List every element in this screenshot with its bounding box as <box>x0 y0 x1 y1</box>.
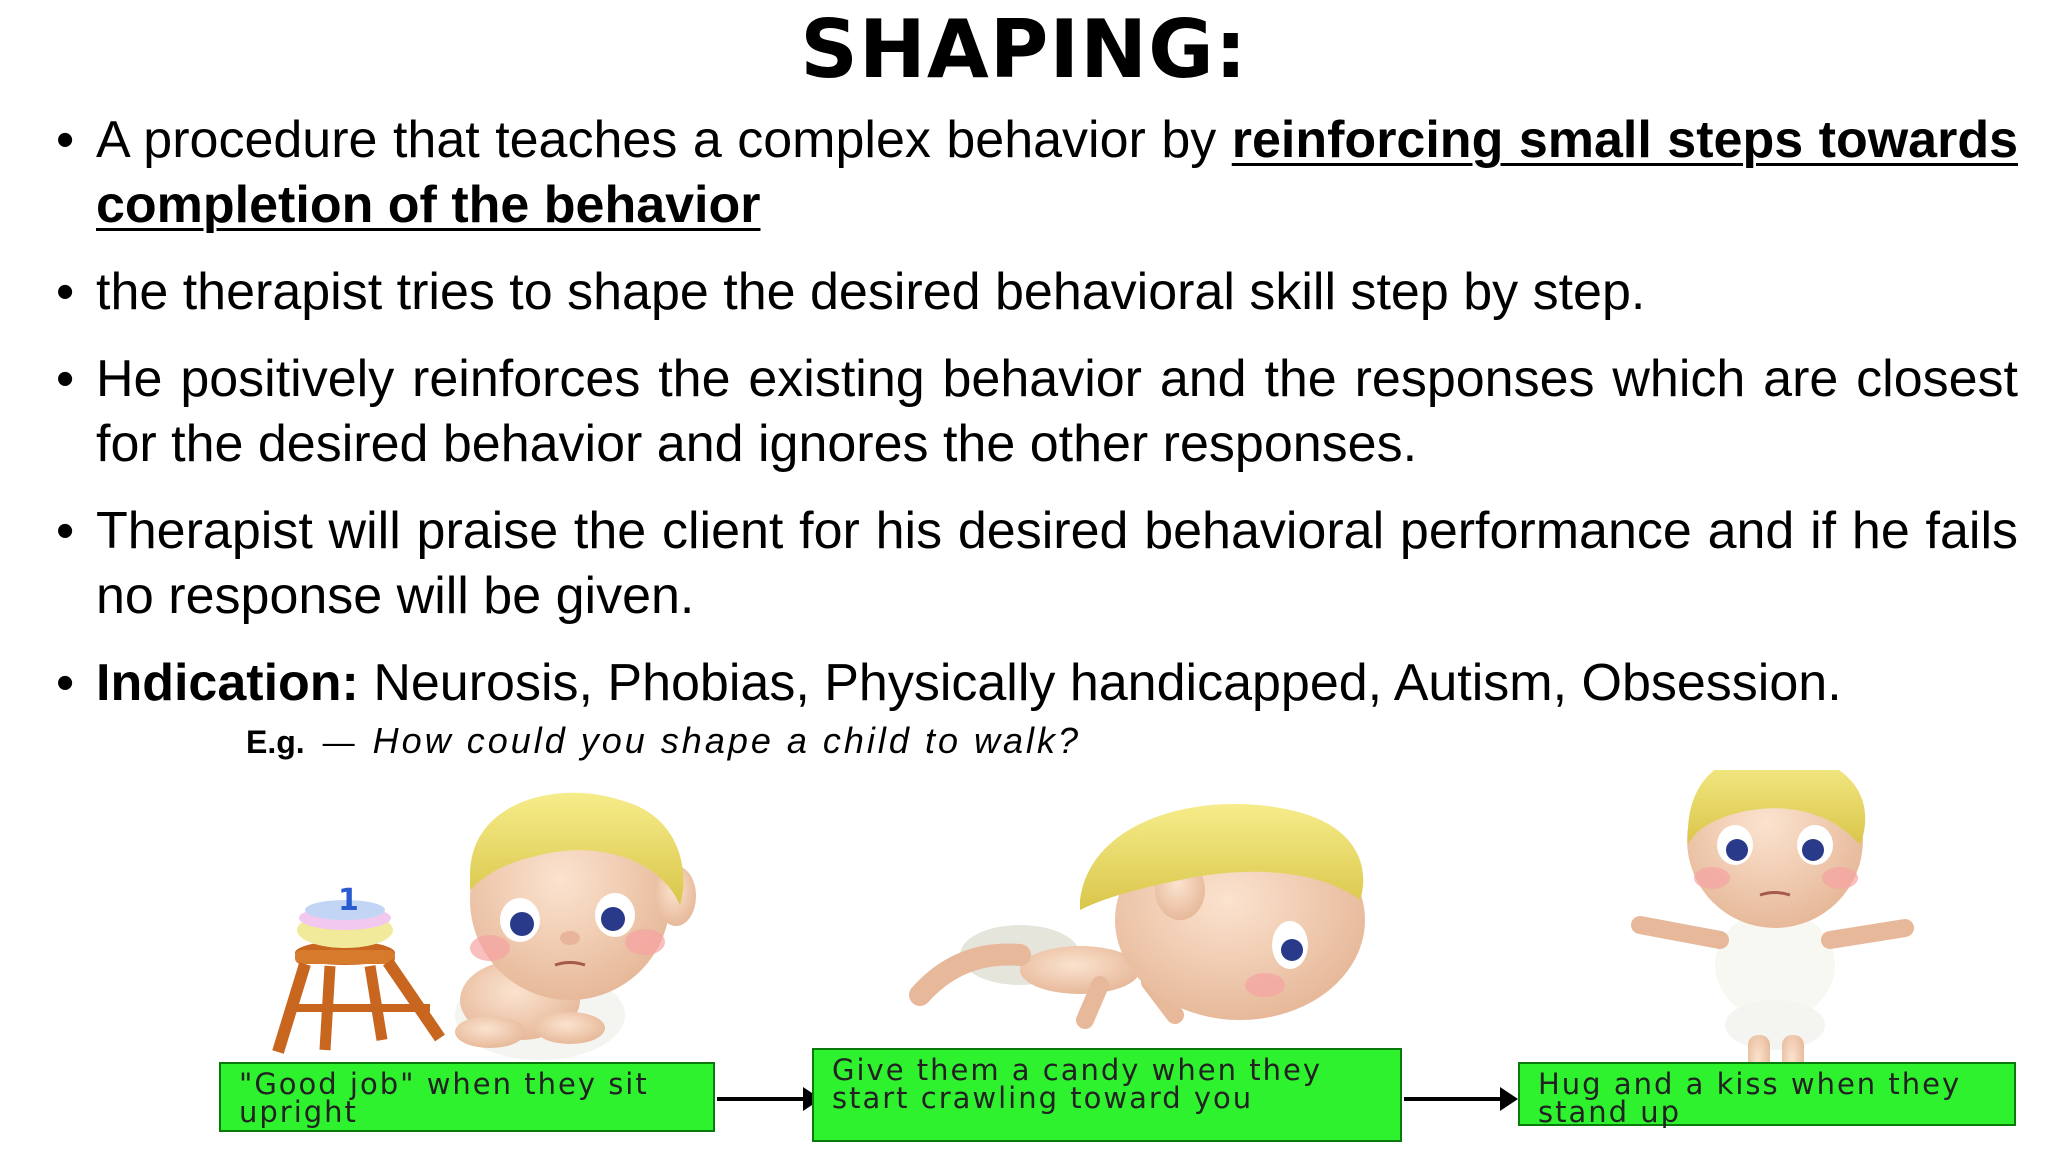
crawling-baby-icon <box>920 804 1365 1020</box>
definition-emphasis: reinforcing small steps towards completion of the behavior <box>96 111 2018 234</box>
stool-icon <box>278 883 440 1052</box>
step-box-sit-upright: "Good job" when they sit upright <box>219 1062 715 1132</box>
bullet-marker: • <box>56 263 75 321</box>
cake-candle-number: 1 <box>338 883 359 918</box>
example-label: E.g. <box>246 724 305 760</box>
bullet-therapist-shapes <box>56 260 2018 325</box>
indication-text: Neurosis, Phobias, Physically handicapped, Autism, Obsession. <box>358 654 1842 712</box>
bullet-marker: • <box>56 350 75 408</box>
slide-title: SHAPING: <box>800 3 1248 96</box>
step-box-crawling: Give them a candy when they start crawling toward you <box>812 1048 1402 1142</box>
bullet-marker: • <box>56 111 75 169</box>
bullet-text: Therapist will praise the client for his desired behavioral performance and if he fails no response will be given. <box>96 502 2018 625</box>
bullet-marker: • <box>56 502 75 560</box>
shaping-illustration <box>0 770 2048 1152</box>
bullet-indication <box>56 651 2018 716</box>
example-caption <box>246 720 1081 762</box>
definition-text: A procedure that teaches a complex behavior by <box>96 111 1232 169</box>
bullet-text: the therapist tries to shape the desired behavioral skill step by step. <box>96 263 1646 321</box>
bullet-definition <box>56 108 2018 238</box>
bullet-text: He positively reinforces the existing behavior and the responses which are closest for the desired behavior and ignores the other responses. <box>96 350 2018 473</box>
example-question: How could you shape a child to walk? <box>372 720 1082 761</box>
bullet-marker: • <box>56 654 75 712</box>
standing-baby-icon <box>1620 770 1905 1108</box>
sitting-baby-icon <box>455 793 696 1060</box>
step-box-stand-up: Hug and a kiss when they stand up <box>1518 1062 2016 1126</box>
bullet-reinforcement <box>56 347 2018 477</box>
example-dash: — <box>322 724 355 760</box>
bullet-praise <box>56 499 2018 629</box>
arrow-icon <box>1404 1097 1504 1101</box>
arrow-icon <box>717 1097 807 1101</box>
bullet-list <box>56 108 2018 738</box>
indication-label: Indication: <box>96 654 359 712</box>
